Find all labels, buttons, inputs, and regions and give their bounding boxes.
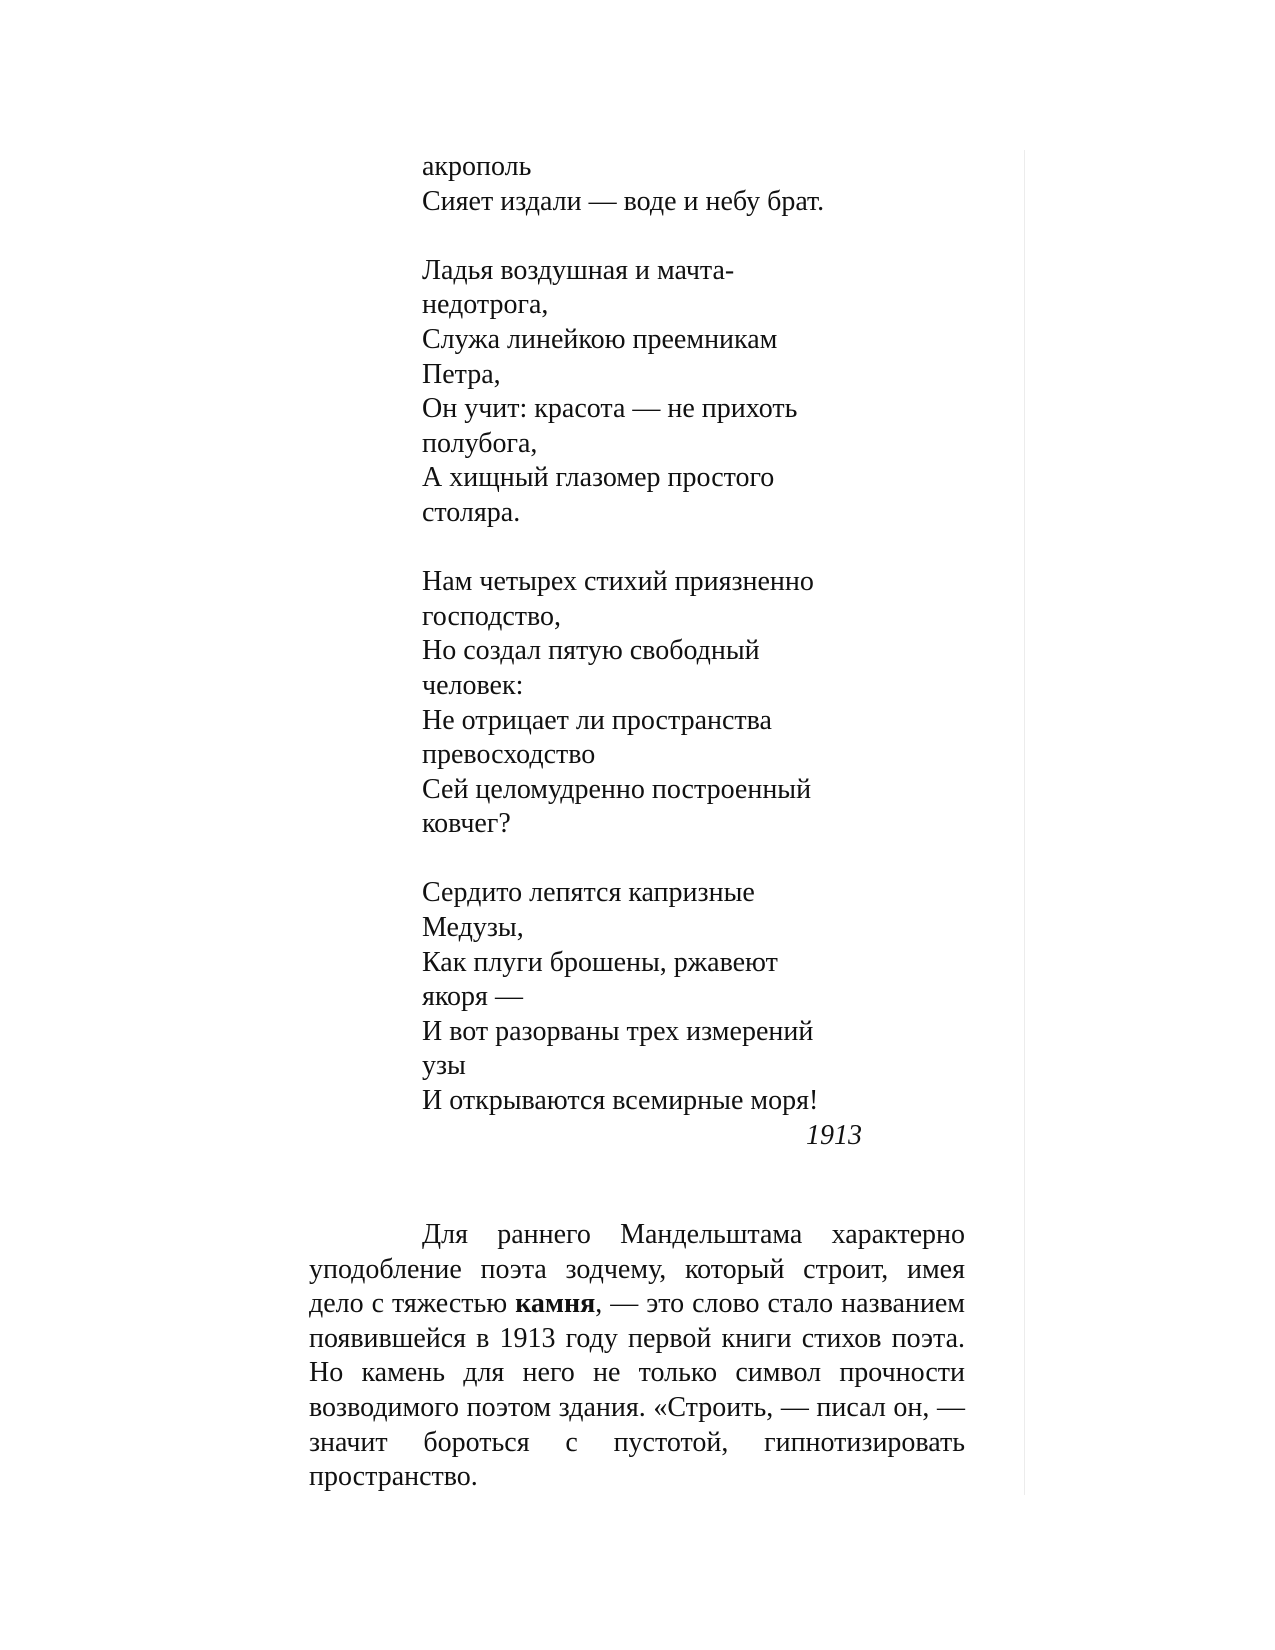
poem-line: Сердито лепятся капризные bbox=[422, 877, 755, 909]
commentary-paragraph bbox=[309, 1218, 965, 1495]
poem-line: Служа линейкою преемникам bbox=[422, 323, 778, 355]
poem-line: Он учит: красота — не прихоть bbox=[422, 393, 798, 425]
poem-line: акрополь bbox=[422, 151, 532, 182]
poem-line: А хищный глазомер простого bbox=[422, 462, 775, 494]
poem bbox=[422, 150, 862, 1153]
poem-line: узы bbox=[422, 1050, 466, 1082]
poem-date: 1913 bbox=[806, 1119, 862, 1151]
poem-line: Не отрицает ли пространства bbox=[422, 704, 772, 736]
bold-term: камня bbox=[515, 1288, 596, 1320]
commentary-text bbox=[309, 1218, 965, 1495]
poem-stanza-3 bbox=[422, 565, 862, 842]
page-edge-rule bbox=[1024, 150, 1025, 1495]
poem-line: полубога, bbox=[422, 427, 538, 459]
poem-line: Сияет издали — воде и небу брат. bbox=[422, 185, 825, 217]
poem-line: человек: bbox=[422, 669, 524, 701]
poem-line: ковчег? bbox=[422, 808, 511, 840]
poem-line: недотрога, bbox=[422, 289, 549, 321]
poem-stanza-1 bbox=[422, 150, 862, 219]
poem-line: Медузы, bbox=[422, 912, 524, 944]
poem-line: Петра, bbox=[422, 358, 501, 390]
poem-line: И открываются всемирные моря! bbox=[422, 1085, 819, 1117]
paragraph-text: , — это слово стало названием появившейся в 1913 году первой книги стихов поэта. Но камень для него не только символ прочности возводимого поэтом здания. «Строить, — писал он, — значит бороться с пустотой, гипнотизировать пространство. bbox=[309, 1288, 965, 1493]
poem-line: Но создал пятую свободный bbox=[422, 635, 760, 667]
poem-line: столяра. bbox=[422, 496, 521, 528]
poem-line: господство, bbox=[422, 600, 562, 632]
poem-stanza-2 bbox=[422, 254, 862, 531]
poem-line: Нам четырех стихий приязненно bbox=[422, 566, 814, 598]
poem-line: Как плуги брошены, ржавеют bbox=[422, 946, 778, 978]
poem-line: якоря — bbox=[422, 981, 523, 1013]
poem-line: Сей целомудренно построенный bbox=[422, 773, 812, 805]
paragraph-text: Для раннего Мандельштама характерно уподобление поэта зодчему, который строит, имея дело с тяжестью bbox=[309, 1219, 965, 1320]
poem-stanza-4 bbox=[422, 876, 862, 1118]
poem-line: превосходство bbox=[422, 739, 596, 771]
poem-line: И вот разорваны трех измерений bbox=[422, 1015, 814, 1047]
poem-line: Ладья воздушная и мачта- bbox=[422, 254, 735, 286]
